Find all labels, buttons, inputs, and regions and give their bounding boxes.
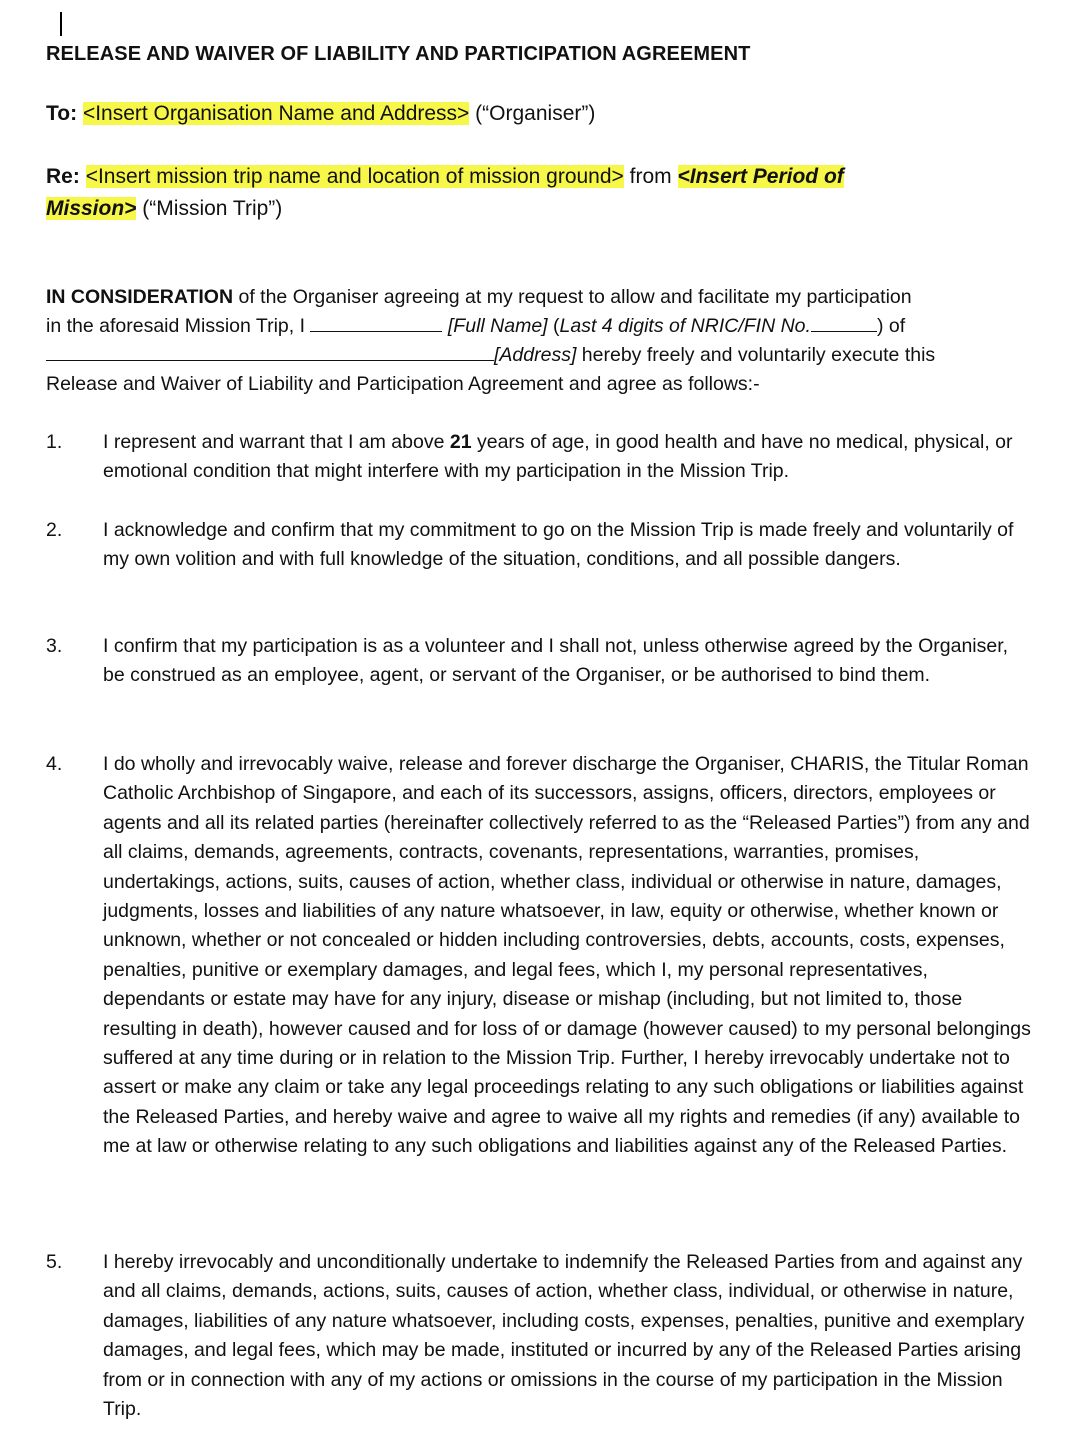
clause-number: 3. bbox=[46, 635, 63, 657]
address-blank[interactable] bbox=[46, 342, 494, 361]
consideration-line3-text: hereby freely and voluntarily execute this bbox=[581, 344, 936, 366]
address-label: [Address] bbox=[494, 344, 577, 366]
mission-trip-placeholder[interactable]: <Insert mission trip name and location of mission ground> bbox=[85, 165, 624, 188]
to-label: To: bbox=[46, 102, 78, 125]
re-line bbox=[46, 161, 1036, 225]
consideration-line2-text: in the aforesaid Mission Trip, I bbox=[46, 315, 306, 337]
clause-text: I do wholly and irrevocably waive, release and forever discharge the Organiser, CHARIS, the Titular Roman Catholic Archbishop of Singapore, and each of its successors, assigns, officers, directors, employees or agents and all its related parties (hereinafter collectively referred to as the “Released Parties”) from any and all claims, demands, agreements, contracts, covenants, representations, warranties, promises, undertakings, actions, suits, causes of action, whether class, individual or otherwise in nature, damages, judgments, losses and liabilities of any nature whatsoever, in law, equity or otherwise, whether known or unknown, whether or not concealed or hidden including controversies, debts, accounts, costs, expenses, penalties, punitive or exemplary damages, and legal fees, which I, my personal representatives, dependants or estate may have for any injury, disease or mishap (including, but not limited to, those resulting in death), however caused and for loss of or damage (however caused) to my personal belongings suffered at any time during or in relation to the Mission Trip. Further, I hereby irrevocably undertake not to assert or make any claim or take any legal proceedings relating to any such obligations or liabilities against the Released Parties, and hereby waive and agree to waive all my rights and remedies (if any) available to me at law or otherwise relating to any such obligations and liabilities against any of the Released Parties. bbox=[103, 753, 1031, 1158]
nric-blank[interactable] bbox=[811, 313, 877, 332]
re-label: Re: bbox=[46, 165, 80, 188]
consideration-paragraph bbox=[46, 283, 1036, 399]
consideration-line1-text: of the Organiser agreeing at my request to allow and facilitate my participation bbox=[238, 286, 912, 308]
consideration-line-2 bbox=[46, 312, 1036, 341]
text-cursor bbox=[60, 12, 62, 36]
consideration-line-4: Release and Waiver of Liability and Participation Agreement and agree as follows:- bbox=[46, 373, 760, 395]
clause-text: I hereby irrevocably and unconditionally undertake to indemnify the Released Parties from and against any and all claims, demands, actions, suits, causes of action, whether class, individual, or otherwise in nature, damages, liabilities of any nature whatsoever, including costs, expenses, penalties, punitive and exemplary damages, and legal fees, which may be made, instituted or incurred by any of the Released Parties arising from or in connection with any of my actions or omissions in the course of my participation in the Mission Trip. bbox=[103, 1251, 1025, 1421]
clause-text: I acknowledge and confirm that my commitment to go on the Mission Trip is made freely and voluntarily of my own volition and with full knowledge of the situation, conditions, and all possible dangers. bbox=[103, 519, 1014, 571]
from-word: from bbox=[629, 165, 672, 188]
clause-number: 5. bbox=[46, 1251, 63, 1273]
nric-label: Last 4 digits of NRIC/FIN No. bbox=[559, 315, 811, 337]
nric-paren-open: ( bbox=[553, 315, 560, 337]
clause-number: 4. bbox=[46, 753, 63, 775]
consideration-line-1 bbox=[46, 283, 1036, 312]
clause-text: I confirm that my participation is as a volunteer and I shall not, unless otherwise agreed by the Organiser, be construed as an employee, agent, or servant of the Organiser, or be authorised to bind them. bbox=[103, 635, 1009, 687]
nric-paren-close: ) of bbox=[876, 315, 906, 337]
clause-1-text-b: years of age, in good health and have no medical, physical, or emotional condition that might interfere with my participation in the Mission Trip. bbox=[103, 431, 1013, 483]
clause-number: 2. bbox=[46, 519, 63, 541]
clause-text bbox=[103, 428, 1035, 487]
consideration-lead: IN CONSIDERATION bbox=[46, 286, 234, 308]
full-name-blank[interactable] bbox=[310, 313, 442, 332]
clause-1-text-a: I represent and warrant that I am above bbox=[103, 431, 450, 453]
to-line bbox=[46, 102, 595, 126]
clause-1-age: 21 bbox=[449, 431, 472, 453]
consideration-line-3 bbox=[46, 341, 1036, 370]
organiser-defined-term: (“Organiser”) bbox=[475, 102, 596, 125]
organisation-placeholder[interactable]: <Insert Organisation Name and Address> bbox=[82, 102, 470, 125]
period-placeholder-part2[interactable]: Mission> bbox=[46, 197, 137, 220]
document-title: RELEASE AND WAIVER OF LIABILITY AND PARTICIPATION AGREEMENT bbox=[46, 43, 751, 65]
clause-number: 1. bbox=[46, 431, 63, 453]
full-name-label: [Full Name] bbox=[447, 315, 548, 337]
mission-trip-defined-term: (“Mission Trip”) bbox=[142, 197, 283, 220]
period-placeholder-part1[interactable]: <Insert Period of bbox=[677, 165, 844, 188]
